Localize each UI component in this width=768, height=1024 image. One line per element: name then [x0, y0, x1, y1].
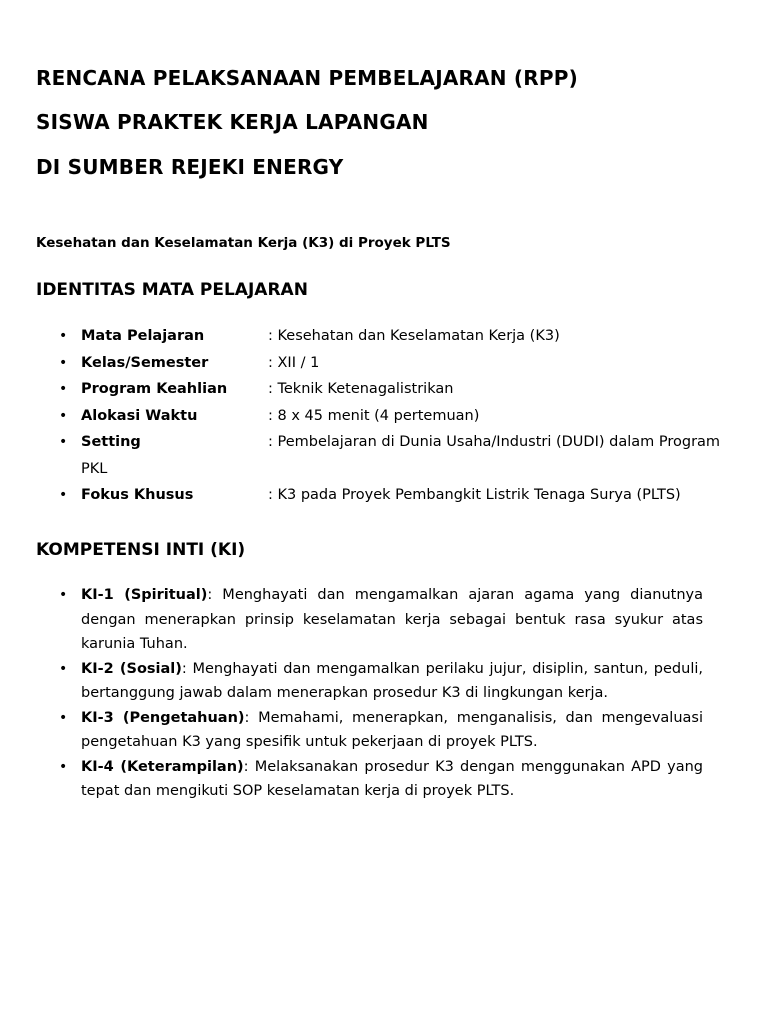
- ki-text: : Menghayati dan mengamalkan ajaran agama yang dianutnya dengan menerapkan prinsip keselamatan kerja sebagai bentuk rasa syukur atas karunia Tuhan.: [81, 587, 703, 652]
- identitas-item-mata-pelajaran: [0, 323, 768, 350]
- identitas-label: Fokus Khusus: [81, 487, 194, 503]
- ki-item-keterampilan: [0, 755, 703, 804]
- identitas-list: [0, 323, 768, 509]
- ki-label: KI-2 (Sosial): [81, 660, 182, 677]
- ki-label: KI-3 (Pengetahuan): [81, 709, 245, 726]
- bullet-icon: •: [59, 709, 68, 726]
- ki-item-pengetahuan: [0, 706, 703, 755]
- bullet-icon: •: [59, 758, 68, 775]
- bullet-icon: •: [59, 434, 68, 450]
- ki-label: KI-4 (Keterampilan): [81, 758, 244, 775]
- bullet-icon: •: [59, 354, 68, 371]
- ki-text: : Melaksanakan prosedur K3 dengan menggunakan APD yang tepat dan mengikuti SOP keselamatan kerja di proyek PLTS.: [81, 758, 703, 799]
- identitas-value: : 8 x 45 menit (4 pertemuan): [268, 407, 480, 424]
- document-subtitle: Kesehatan dan Keselamatan Kerja (K3) di Proyek PLTS: [36, 235, 451, 251]
- ki-text: : Memahami, menerapkan, menganalisis, dan mengevaluasi pengetahuan K3 yang spesifik untuk pekerjaan di proyek PLTS.: [81, 709, 703, 750]
- identitas-label: Setting: [81, 434, 141, 450]
- document-title-line-1: RENCANA PELAKSANAAN PEMBELAJARAN (RPP): [36, 66, 578, 90]
- identitas-value: : Teknik Ketenagalistrikan: [268, 381, 454, 397]
- ki-label: KI-1 (Spiritual): [81, 587, 208, 603]
- bullet-icon: •: [59, 381, 68, 397]
- identitas-heading: IDENTITAS MATA PELAJARAN: [36, 280, 308, 300]
- identitas-value: : Pembelajaran di Dunia Usaha/Industri (DUDI) dalam Program: [268, 434, 721, 450]
- bullet-icon: •: [59, 660, 68, 677]
- bullet-icon: •: [59, 487, 68, 503]
- identitas-label: Program Keahlian: [81, 381, 228, 397]
- identitas-value-continuation: PKL: [81, 460, 108, 477]
- bullet-icon: •: [59, 407, 68, 424]
- identitas-label: Alokasi Waktu: [81, 407, 198, 424]
- bullet-icon: •: [59, 328, 68, 344]
- kompetensi-inti-list: [0, 583, 768, 804]
- identitas-value: : XII / 1: [268, 354, 320, 371]
- identitas-item-alokasi-waktu: [0, 403, 768, 430]
- ki-text: : Menghayati dan mengamalkan perilaku jujur, disiplin, santun, peduli, bertanggung jawab dalam menerapkan prosedur K3 di lingkungan kerja.: [81, 660, 703, 701]
- identitas-label: Mata Pelajaran: [81, 328, 205, 344]
- ki-item-spiritual: [0, 583, 703, 657]
- ki-item-sosial: [0, 657, 703, 706]
- identitas-item-program-keahlian: [0, 376, 768, 403]
- identitas-value: : K3 pada Proyek Pembangkit Listrik Tenaga Surya (PLTS): [268, 487, 681, 503]
- identitas-item-fokus-khusus: [0, 482, 768, 509]
- bullet-icon: •: [59, 587, 68, 603]
- identitas-label: Kelas/Semester: [81, 354, 209, 371]
- kompetensi-inti-heading: KOMPETENSI INTI (KI): [36, 540, 246, 560]
- identitas-value: : Kesehatan dan Keselamatan Kerja (K3): [268, 328, 560, 344]
- document-title-line-3: DI SUMBER REJEKI ENERGY: [36, 155, 344, 179]
- identitas-item-kelas-semester: [0, 350, 768, 377]
- identitas-item-setting: [0, 429, 768, 482]
- document-title-line-2: SISWA PRAKTEK KERJA LAPANGAN: [36, 110, 429, 134]
